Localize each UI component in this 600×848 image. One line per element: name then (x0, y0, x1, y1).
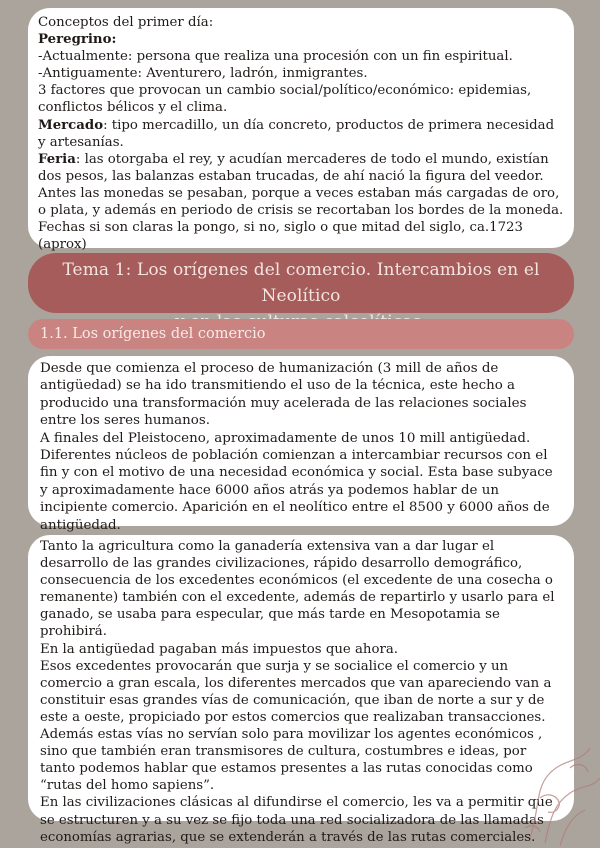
mercado-term: Mercado (38, 117, 104, 133)
intro-heading: Conceptos del primer día: (38, 15, 214, 30)
topic-title-line1: Tema 1: Los orígenes del comercio. Intercambios en el Neolítico (62, 260, 540, 306)
surplus-paragraph-3: Esos excedentes provocarán que surja y se socialice el comercio y un comercio a gran escala, los diferentes mercados que van apareciendo van a constituir esas grandes vías de comunicación, que iban de norte a sur y de este a oeste, propiciado por estos comercios que realizaban transacciones. Además estas vías no servían solo para movilizar los agentes económicos , sino que también eran transmisores de cultura, costumbres e ideas, por tanto podemos hablar que estamos presentes a las rutas conocidas como “rutas del homo sapiens”. (40, 658, 552, 794)
mercado-text: : tipo mercadillo, un día concreto, productos de primera necesidad y artesanías. (38, 117, 555, 150)
section-heading: 1.1. Los orígenes del comercio (28, 319, 574, 349)
fechas-text: Fechas si son claras la pongo, si no, siglo o que mitad del siglo, ca.1723 (aprox) (38, 220, 523, 253)
surplus-card (28, 535, 574, 845)
peregrino-antiguo: -Antiguamente: Aventurero, ladrón, inmigrantes. (38, 66, 368, 82)
surplus-paragraph-1: Tanto la agricultura como la ganadería extensiva van a dar lugar el desarrollo de las grandes civilizaciones, rápido desarrollo demográfico, consecuencia de los excedentes económicos (el excedente de una cosecha o remanente) también con el excedente, además de repartirlo y usarlo para el ganado, se usaba para especular, que más tarde en Mesopotamia se prohibirá. (40, 539, 555, 640)
feria-line (38, 151, 564, 185)
peregrino-actual: -Actualmente: persona que realiza una procesión con un fin espiritual. (38, 49, 513, 65)
peregrino-term: Peregrino (38, 32, 112, 48)
origins-card (28, 356, 574, 533)
intro-card (28, 8, 574, 253)
surplus-paragraph-2: En la antigüedad pagaban más impuestos que ahora. (40, 641, 399, 657)
monedas-text: Antes las monedas se pesaban, porque a veces estaban más cargadas de oro, o plata, y además en periodo de crisis se recortaban los bordes de la moneda. (38, 185, 564, 219)
factores-text: 3 factores que provocan un cambio social/político/económico: epidemias, conflictos bélicos y el clima. (38, 83, 532, 116)
peregrino-colon: : (111, 32, 117, 48)
decorative-sketch-icon (510, 588, 600, 848)
origins-paragraph-2: A finales del Pleistoceno, aproximadamente de unos 10 mill antigüedad. Diferentes núcleos de población comienzan a intercambiar recursos con el fin y con el motivo de una necesidad económica y social. Esta base subyace y aproximadamente hace 6000 años atrás ya podemos hablar de un incipiente comercio. Aparición en el neolítico entre el 8500 y 6000 años de antigüedad. (40, 430, 553, 533)
topic-banner (28, 253, 574, 313)
feria-text: : las otorgaba el rey, y acudían mercaderes de todo el mundo, existían dos pesos, las balanzas estaban trucadas, de ahí nació la figura del veedor. (38, 151, 549, 184)
mercado-line (38, 117, 564, 151)
feria-term: Feria (38, 151, 76, 167)
peregrino-line (38, 31, 564, 48)
surplus-paragraph-4: En las civilizaciones clásicas al difundirse el comercio, les va a permitir que se estructuren y a su vez se fijo toda una red socializadora de las llamadas economías agrarias, que se extenderán a través de las rutas comerciales. (40, 795, 553, 845)
origins-paragraph-1: Desde que comienza el proceso de humanización (3 mill de años de antigüedad) se ha ido transmitiendo el uso de la técnica, este hecho a producido una transformación muy acelerada de las relaciones sociales entre los seres humanos. (40, 361, 527, 429)
